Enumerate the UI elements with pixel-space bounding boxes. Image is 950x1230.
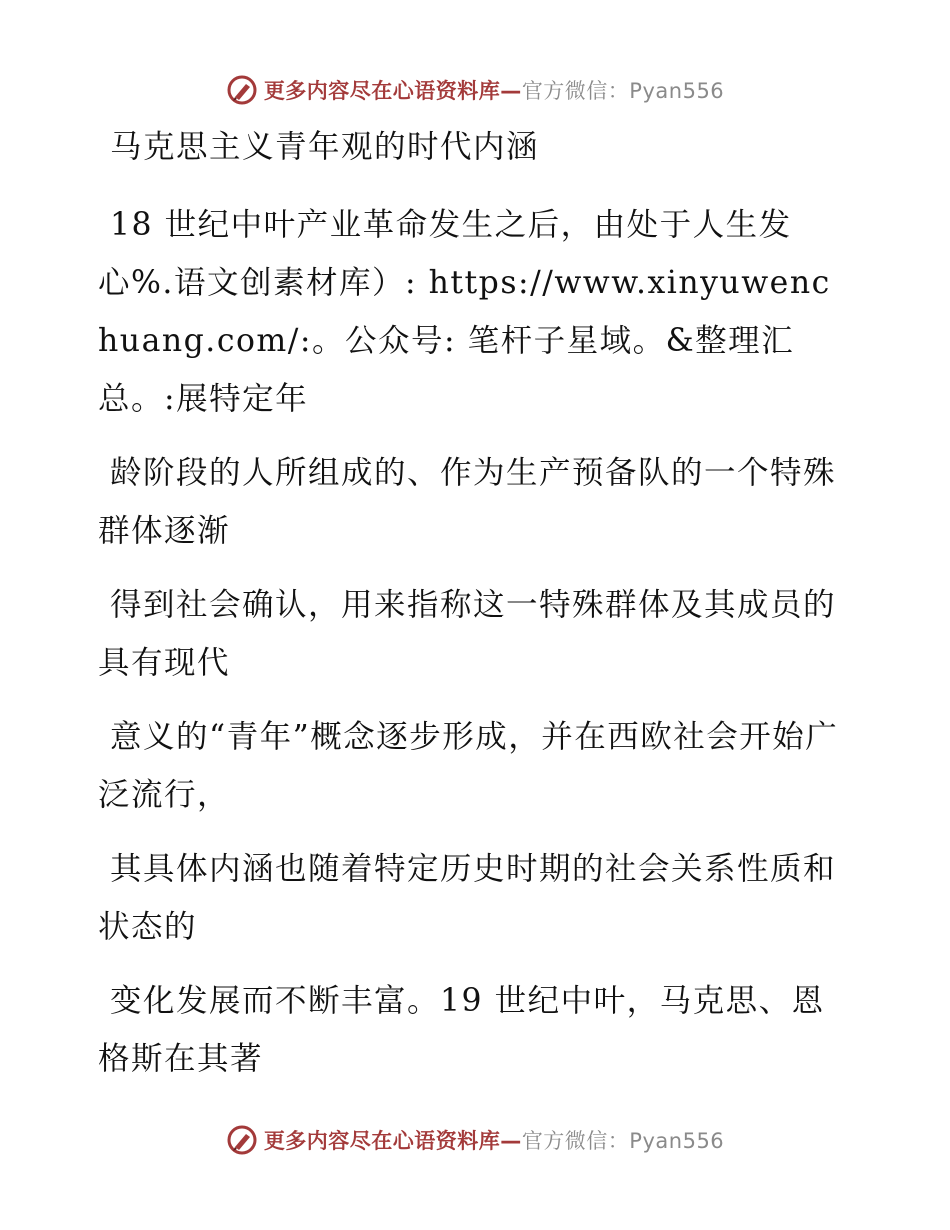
pen-seal-icon (226, 74, 258, 106)
footer-banner (0, 1120, 950, 1160)
document-body (98, 118, 850, 1104)
header-banner (0, 70, 950, 110)
document-title: 马克思主义青年观的时代内涵 (110, 129, 540, 165)
footer-banner-text: 更多内容尽在心语资料库—官方微信：Pyan556 (263, 1129, 725, 1153)
footer-banner-contact: 官方微信：Pyan556 (521, 1129, 725, 1153)
pen-seal-icon (226, 1124, 258, 1156)
paragraph: 意义的“青年”概念逐步形成，并在西欧社会开始广泛流行， (98, 719, 839, 813)
paragraph: 18 世纪中叶产业革命发生之后，由处于人生发心%.语文创素材库）: https://www.xinyuwenchuang.com/:。公众号: 笔杆子星域。&整理汇总。:展特定年 (98, 207, 831, 417)
paragraph: 得到社会确认，用来指称这一特殊群体及其成员的具有现代 (98, 587, 837, 681)
paragraph: 变化发展而不断丰富。19 世纪中叶，马克思、恩格斯在其著 (98, 983, 825, 1077)
paragraph: 其具体内涵也随着特定历史时期的社会关系性质和状态的 (98, 851, 837, 945)
paragraph: 龄阶段的人所组成的、作为生产预备队的一个特殊群体逐渐 (98, 455, 837, 549)
header-banner-text: 更多内容尽在心语资料库—官方微信：Pyan556 (263, 79, 725, 103)
header-banner-contact: 官方微信：Pyan556 (521, 79, 725, 103)
